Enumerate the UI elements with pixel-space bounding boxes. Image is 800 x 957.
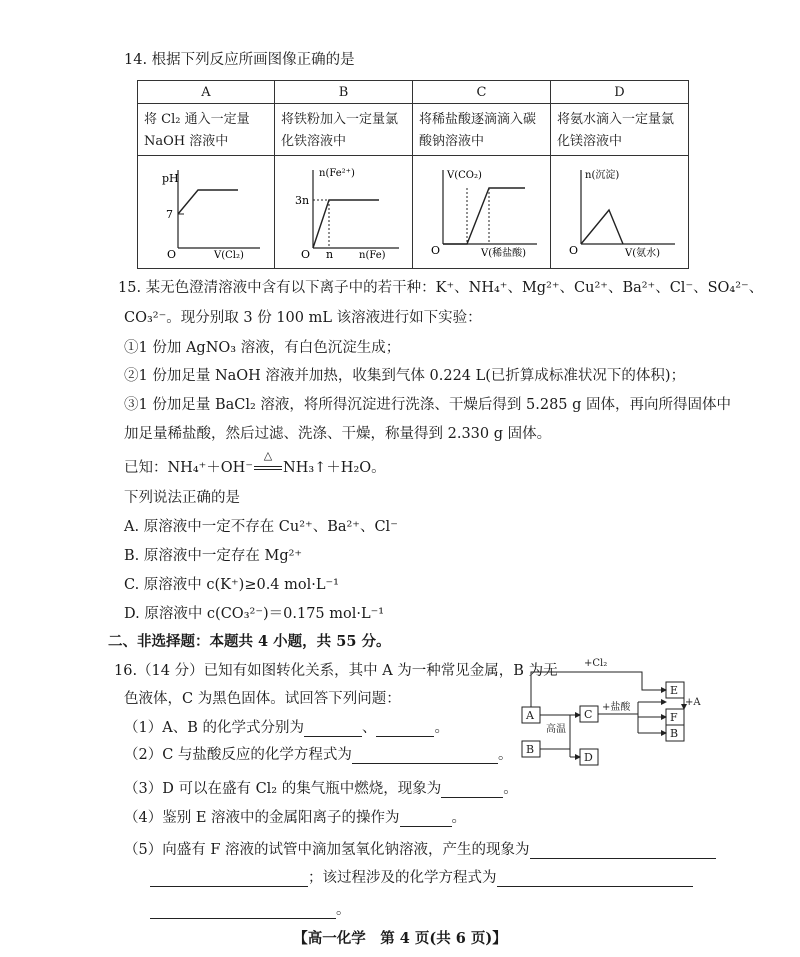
answer-blank-f-phenomenon[interactable]: [530, 844, 716, 859]
q16-part-2-end: 。: [497, 747, 513, 763]
answer-blank-b[interactable]: [376, 722, 434, 737]
box-f: F: [670, 711, 678, 724]
reaction-diagram: [514, 652, 704, 774]
option-b-desc: 将铁粉加入一定量氯化铁溶液中: [275, 104, 413, 156]
q16-part-1-end: 。: [434, 720, 449, 736]
label-hcl: +盐酸: [602, 702, 631, 713]
label-high-temp: 高温: [546, 724, 566, 735]
option-a-letter: A: [138, 81, 275, 104]
graph-d-ylabel: n(沉淀): [585, 170, 620, 181]
q15-known-prefix: 已知：NH₄⁺＋OH⁻: [124, 460, 253, 476]
graph-b-tick-3n: 3n: [295, 194, 310, 207]
q15-stem-line2: CO₃²⁻。现分别取 3 份 100 mL 该溶液进行如下实验：: [124, 310, 482, 326]
q15-known: [124, 449, 386, 477]
graph-a-tick-7: 7: [166, 208, 173, 221]
q15-choice-c: C. 原溶液中 c(K⁺)≥0.4 mol·L⁻¹: [124, 577, 339, 593]
option-a-desc: 将 Cl₂ 通入一定量 NaOH 溶液中: [138, 104, 275, 156]
answer-blank-f-phenomenon-cont[interactable]: [150, 872, 308, 887]
q15-stem-line1: 15. 某无色澄清溶液中含有以下离子中的若干种：K⁺、NH₄⁺、Mg²⁺、Cu²⁺、Ba²⁺、Cl⁻、SO₄²⁻、: [118, 280, 764, 296]
answer-blank-f-equation[interactable]: [497, 872, 693, 887]
option-d-graph: [551, 156, 689, 269]
graph-b-xlabel: n(Fe): [359, 250, 386, 261]
option-d-desc: 将氨水滴入一定量氯化镁溶液中: [551, 104, 689, 156]
box-a: A: [526, 709, 534, 722]
option-b-letter: B: [275, 81, 413, 104]
answer-blank-e-cation[interactable]: [400, 812, 452, 827]
box-b-product: B: [670, 727, 679, 740]
label-plus-a: +A: [685, 697, 701, 708]
q15-ask: 下列说法正确的是: [124, 490, 240, 506]
graph-b-tick-n: n: [326, 248, 334, 261]
q16-stem-line1: 16.（14 分）已知有如图转化关系，其中 A 为一种常见金属，B 为无: [114, 663, 558, 679]
graph-a: [138, 156, 274, 264]
q16-part-5-end: 。: [336, 902, 351, 918]
q15-exp-2: ②1 份加足量 NaOH 溶液并加热，收集到气体 0.224 L(已折算成标准状况下的体积)；: [124, 368, 686, 384]
graph-c: [413, 156, 550, 264]
q16-part-5: [124, 838, 716, 859]
graph-b-ylabel: n(Fe²⁺): [319, 168, 355, 179]
heat-arrow: [253, 449, 283, 476]
q15-exp-1: ①1 份加 AgNO₃ 溶液，有白色沉淀生成；: [124, 340, 401, 356]
q16-part-2-prefix: （2）C 与盐酸反应的化学方程式为: [124, 747, 352, 763]
graph-a-ylabel: pH: [162, 172, 179, 185]
answer-blank-c-hcl[interactable]: [352, 749, 498, 764]
box-c: C: [584, 708, 593, 721]
q16-part-5-line3: [150, 898, 351, 919]
q16-part-3: [124, 777, 518, 798]
q15-known-suffix: NH₃↑＋H₂O。: [283, 460, 386, 476]
option-c-desc: 将稀盐酸逐滴滴入碳酸钠溶液中: [413, 104, 551, 156]
box-b: B: [526, 743, 535, 756]
q16-part-2: [124, 743, 512, 764]
box-d: D: [584, 751, 593, 764]
graph-d-xlabel: V(氨水): [625, 248, 661, 259]
graph-c-origin: O: [431, 244, 441, 257]
page-footer: 【高一化学 第 4 页(共 6 页)】: [293, 930, 507, 947]
q16-part-4-end: 。: [451, 810, 467, 826]
graph-c-xlabel: V(稀盐酸): [481, 248, 527, 259]
graph-b: [275, 156, 412, 264]
option-c-graph: [413, 156, 551, 269]
q16-part-4-prefix: （4）鉴别 E 溶液中的金属阳离子的操作为: [124, 810, 400, 826]
heat-condition: △: [263, 449, 273, 462]
answer-blank-f-equation-cont[interactable]: [150, 904, 336, 919]
graph-c-ylabel: V(CO₂): [447, 170, 482, 181]
option-d-letter: D: [551, 81, 689, 104]
option-b-graph: [275, 156, 413, 269]
box-e: E: [670, 684, 679, 697]
q15-choice-d: D. 原溶液中 c(CO₃²⁻)＝0.175 mol·L⁻¹: [124, 606, 385, 622]
q16-part-3-end: 。: [503, 781, 518, 797]
graph-a-origin: O: [167, 248, 177, 261]
q16-part-5-prefix: （5）向盛有 F 溶液的试管中滴加氢氧化钠溶液，产生的现象为: [124, 842, 530, 858]
q14-stem: 14. 根据下列反应所画图像正确的是: [124, 52, 355, 68]
q16-part-5-line2: [150, 866, 693, 887]
graph-d: [551, 156, 688, 264]
q16-stem-line2: 色液体，C 为黑色固体。试回答下列问题：: [124, 691, 401, 707]
graph-a-xlabel: V(Cl₂): [214, 250, 244, 261]
graph-d-origin: O: [569, 244, 579, 257]
answer-blank-d-phenomenon[interactable]: [441, 783, 503, 798]
option-c-letter: C: [413, 81, 551, 104]
section-2-heading: 二、非选择题：本题共 4 小题，共 55 分。: [108, 633, 391, 650]
graph-b-origin: O: [301, 248, 311, 261]
q16-part-1-prefix: （1）A、B 的化学式分别为: [124, 720, 304, 736]
q16-part-1-sep: 、: [361, 720, 377, 736]
q15-exp-3b: 加足量稀盐酸，然后过滤、洗涤、干燥，称量得到 2.330 g 固体。: [124, 426, 552, 442]
q16-part-3-prefix: （3）D 可以在盛有 Cl₂ 的集气瓶中燃烧，现象为: [124, 781, 442, 797]
q16-part-5-mid: ；该过程涉及的化学方程式为: [308, 870, 497, 886]
answer-blank-a[interactable]: [304, 722, 362, 737]
option-a-graph: [138, 156, 275, 269]
q16-part-1: [124, 716, 449, 737]
q15-exp-3a: ③1 份加足量 BaCl₂ 溶液，将所得沉淀进行洗涤、干燥后得到 5.285 g 固体，再向所得固体中: [124, 397, 732, 413]
q14-options-table: [137, 80, 689, 269]
q15-choice-b: B. 原溶液中一定存在 Mg²⁺: [124, 548, 303, 564]
q16-part-4: [124, 806, 466, 827]
q15-choice-a: A. 原溶液中一定不存在 Cu²⁺、Ba²⁺、Cl⁻: [124, 519, 398, 535]
label-cl2: +Cl₂: [584, 658, 608, 669]
